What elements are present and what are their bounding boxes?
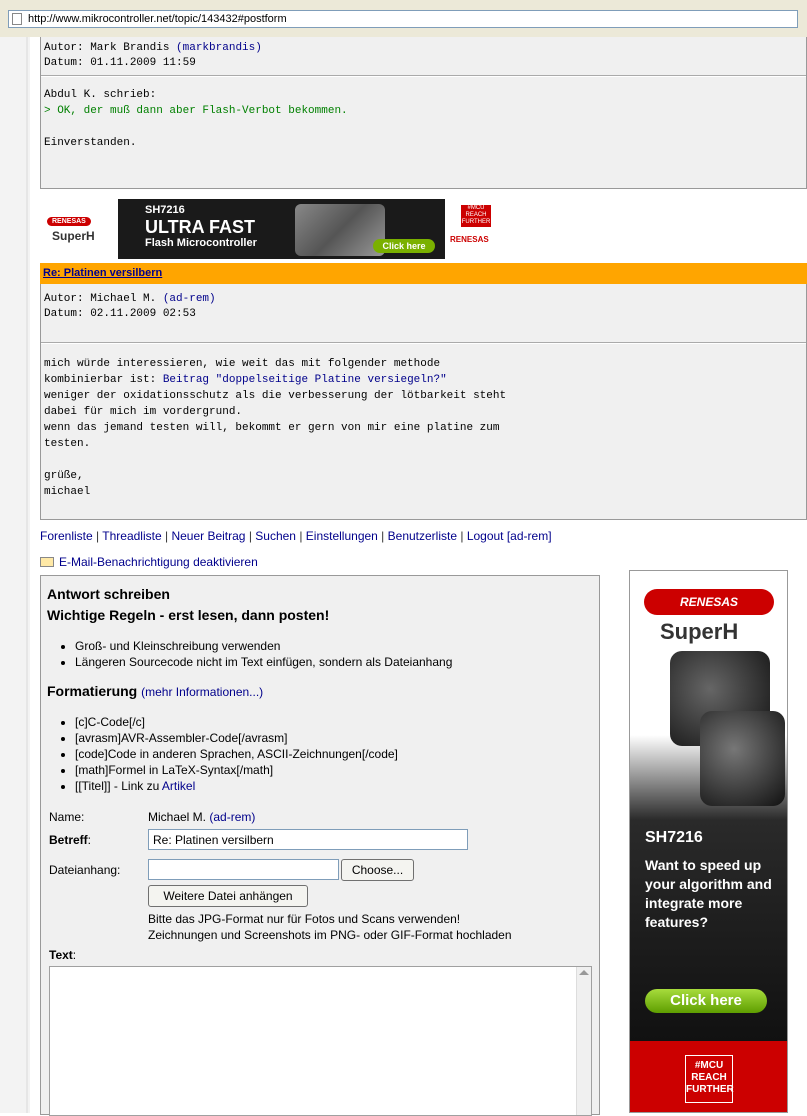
list-item: • Groß- und Kleinschreibung verwenden [75, 638, 452, 654]
name-user-link[interactable]: (ad-rem) [209, 810, 256, 824]
format-list [55, 714, 398, 794]
banner-ad[interactable]: RENESAS SuperH SH7216 ULTRA FAST Flash Microcontroller Click here #MCU REACH FURTHER RENESAS [40, 199, 508, 259]
side-ad[interactable]: RENESAS SuperH SH7216 Want to speed up your algorithm and integrate more features? Click here #MCU REACH FURTHER [629, 570, 788, 1113]
nav-suchen[interactable]: Suchen [255, 529, 296, 543]
post-reference-link[interactable]: Beitrag "doppelseitige Platine versiegeln?" [162, 374, 447, 386]
nav-benutzerliste[interactable]: Benutzerliste [387, 529, 458, 543]
format-more-link[interactable]: (mehr Informationen...) [141, 685, 264, 699]
post-meta: Autor: Michael M. (ad-rem) Datum: 02.11.2009 02:53 [44, 293, 216, 320]
address-url[interactable]: http://www.mikrocontroller.net/topic/143432#postform [28, 13, 287, 25]
renesas-logo: RENESAS [644, 589, 774, 615]
attach-label: Dateianhang: [49, 863, 121, 877]
envelope-icon [40, 557, 54, 567]
post-subject-link[interactable]: Re: Platinen versilbern [43, 267, 163, 279]
list-item: • [code]Code in anderen Sprachen, ASCII-Zeichnungen[/code] [75, 746, 398, 762]
author-link[interactable]: (markbrandis) [176, 42, 262, 54]
address-bar[interactable] [8, 10, 798, 28]
name-label: Name: [49, 810, 85, 824]
list-item: • [[Titel]] - Link zu Artikel [75, 778, 398, 794]
choose-file-button[interactable]: Choose... [341, 859, 414, 881]
author-link[interactable]: (ad-rem) [162, 293, 216, 305]
subject-label: Betreff: [49, 833, 92, 847]
nav-logout[interactable]: Logout [ad-rem] [466, 529, 552, 543]
post-michael-m [40, 284, 807, 520]
text-label: Text: [49, 948, 77, 962]
post-meta: Autor: Mark Brandis (markbrandis) Datum: 01.11.2009 11:59 [44, 42, 262, 69]
textarea-scrollbar[interactable] [576, 967, 591, 1115]
name-value: Michael M. (ad-rem) [148, 810, 256, 824]
forum-nav: Forenliste | Threadliste | Neuer Beitrag | Suchen | Einstellungen | Benutzerliste | Logout [ad-rem] [40, 529, 552, 543]
add-file-button[interactable]: Weitere Datei anhängen [148, 885, 308, 907]
browser-toolbar [0, 0, 807, 37]
nav-einstellungen[interactable]: Einstellungen [305, 529, 378, 543]
list-item: • [math]Formel in LaTeX-Syntax[/math] [75, 762, 398, 778]
rules-title: Wichtige Regeln - erst lesen, dann posten! [47, 607, 330, 623]
artikel-link[interactable]: Artikel [161, 779, 196, 793]
attach-hint-1: Bitte das JPG-Format nur für Fotos und Scans verwenden! [148, 912, 461, 926]
post-header [40, 263, 807, 284]
rules-list [55, 638, 452, 670]
email-notification-link[interactable]: E-Mail-Benachrichtigung deaktivieren [40, 555, 258, 569]
nav-threadliste[interactable]: Threadliste [102, 529, 162, 543]
subject-input[interactable] [148, 829, 468, 850]
left-decoration [0, 37, 30, 1113]
robot-arm-image [295, 204, 385, 256]
list-item: • Längeren Sourcecode nicht im Text einfügen, sondern als Dateianhang [75, 654, 452, 670]
post-mark-brandis [40, 37, 807, 189]
motor-image [700, 711, 785, 806]
quote-line: > OK, der muß dann aber Flash-Verbot bekommen. [44, 105, 348, 117]
side-ad-click-button[interactable]: Click here [645, 989, 767, 1013]
scroll-up-icon[interactable] [579, 970, 589, 975]
list-item: • [avrasm]AVR-Assembler-Code[/avrasm] [75, 730, 398, 746]
list-item: • [c]C-Code[/c] [75, 714, 398, 730]
banner-click-button[interactable]: Click here [373, 239, 435, 253]
attach-hint-2: Zeichnungen und Screenshots im PNG- oder GIF-Format hochladen [148, 928, 512, 942]
nav-neuer-beitrag[interactable]: Neuer Beitrag [171, 529, 246, 543]
text-area[interactable] [49, 966, 592, 1116]
reply-title: Antwort schreiben [47, 586, 170, 602]
post-body: Abdul K. schrieb: > OK, der muß dann aber Flash-Verbot bekommen. Einverstanden. [44, 89, 348, 149]
format-title: Formatierung (mehr Informationen...) [47, 683, 264, 699]
page-icon [12, 13, 22, 25]
post-body: mich würde interessieren, wie weit das mit folgender methode kombinierbar ist: Beitrag "doppelseitige Platine versiegeln?" weniger der oxidationsschutz als die verbesserung der lötbarkeit steht dabei für mich im vordergrund. wenn das jemand testen will, bekommt er gern von mir eine platine zum testen. grüße, michael [44, 358, 507, 498]
file-path-input[interactable] [148, 859, 339, 880]
reply-form [40, 575, 600, 1115]
nav-forenliste[interactable]: Forenliste [40, 529, 93, 543]
